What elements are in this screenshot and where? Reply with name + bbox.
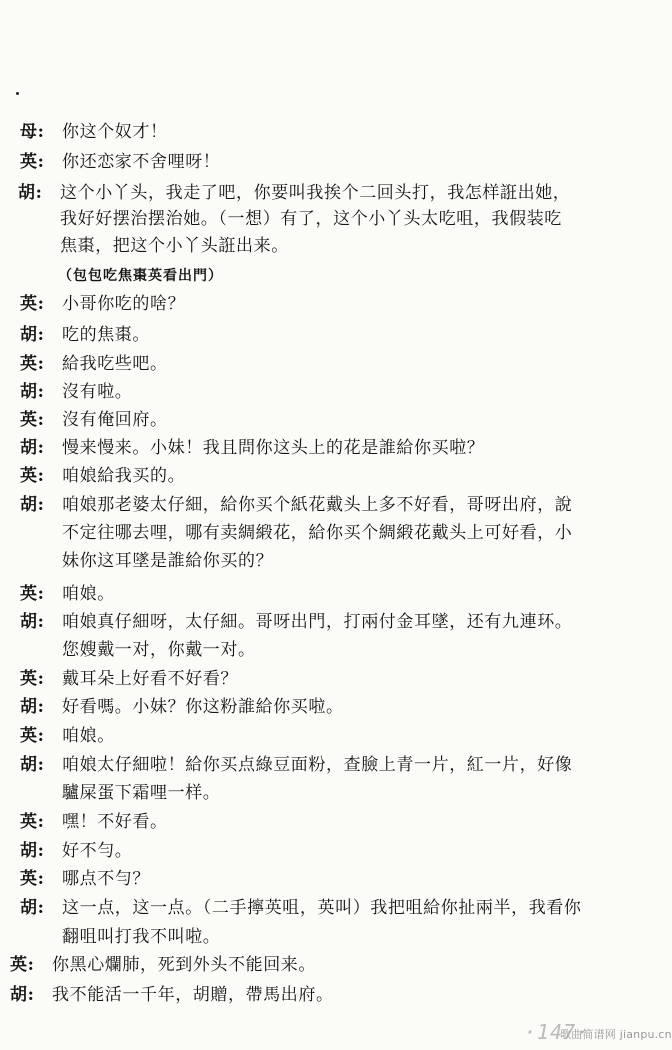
dialogue-continuation (62, 783, 220, 803)
speaker-label: 英: (20, 354, 45, 374)
line-text: 你还恋家不舍哩呀！ (62, 152, 221, 172)
speaker-label: 英: (10, 955, 35, 975)
dialogue-line (20, 410, 168, 430)
line-text: 这一点，这一点。（二手擰英咀，英叫）我把咀給你扯兩半，我看你 (62, 898, 582, 918)
dialogue-line (20, 294, 185, 314)
speaker-label: 英: (20, 466, 45, 486)
speaker-label: 胡: (20, 495, 45, 515)
dialogue-line (20, 584, 115, 604)
line-text: 咱娘真仔細呀，太仔細。哥呀出門，打兩付金耳墜，还有九連环。 (62, 612, 573, 632)
line-text: 焦棗，把这个小丫头誑出来。 (60, 236, 289, 256)
line-text: 嘿！不好看。 (62, 812, 168, 832)
dialogue-line (20, 152, 220, 172)
dialogue-line (18, 183, 570, 203)
speaker-label: 胡: (20, 898, 45, 918)
speaker-label: 英: (20, 152, 45, 172)
line-text: 你这个奴才！ (62, 122, 168, 142)
dialogue-line (20, 382, 132, 402)
line-text: 好看嗎。小妹？你这粉誰給你买啦。 (62, 697, 344, 717)
line-text: 哪点不勻？ (62, 869, 150, 889)
speaker-label: 胡: (20, 841, 45, 861)
dialogue-line (20, 495, 572, 515)
speaker-label: 英: (20, 294, 45, 314)
dialogue-line (20, 325, 150, 345)
line-text: 妹你这耳墜是誰給你买的？ (62, 551, 274, 571)
line-text: 我不能活一千年，胡贈，帶馬出府。 (52, 985, 334, 1005)
line-text: 沒有俺回府。 (62, 410, 168, 430)
speaker-label: 英: (20, 669, 45, 689)
dialogue-line (20, 122, 168, 142)
dialogue-line (20, 354, 168, 374)
dialogue-continuation (60, 236, 289, 256)
dialogue-continuation (62, 551, 273, 571)
line-text: 戴耳朵上好看不好看？ (62, 669, 238, 689)
speaker-label: 胡: (20, 755, 45, 775)
line-text: 好不勻。 (62, 841, 133, 861)
line-text: 我好好摆治摆治她。（一想）有了，这个小丫头太吃咀，我假装吃 (60, 209, 562, 229)
dialogue-line (20, 898, 582, 918)
line-text: 咱娘。 (62, 584, 115, 604)
dialogue-continuation (62, 927, 220, 947)
speaker-label: 胡: (20, 325, 45, 345)
line-text: 不定往哪去哩，哪有卖綢緞花，給你买个綢緞花戴头上可好看，小 (62, 523, 573, 543)
dialogue-line (20, 669, 238, 689)
dialogue-line (20, 438, 484, 458)
line-text: 咱娘。 (62, 726, 115, 746)
line-text: 咱娘那老婆太仔細，給你买个紙花戴头上多不好看，哥呀出府，說 (62, 495, 573, 515)
dialogue-continuation (62, 640, 256, 660)
dialogue-line (20, 466, 185, 486)
stage-direction (58, 266, 223, 286)
line-text: 吃的焦棗。 (62, 325, 150, 345)
line-text: 咱娘給我买的。 (62, 466, 186, 486)
page-number: ·147· (524, 1020, 590, 1044)
dialogue-continuation (62, 523, 572, 543)
speaker-label: 胡: (18, 183, 43, 203)
line-text: 你黑心爛肺，死到外头不能回来。 (52, 955, 316, 975)
speaker-label: 胡: (20, 438, 45, 458)
dialogue-line (20, 726, 115, 746)
speaker-label: 母: (20, 122, 45, 142)
line-text: 咱娘太仔細啦！給你买点綠豆面粉，查臉上青一片，紅一片，好像 (62, 755, 573, 775)
speaker-label: 胡: (20, 612, 45, 632)
speaker-label: 英: (20, 726, 45, 746)
line-text: 慢来慢来。小妹！我且問你这头上的花是誰給你买啦？ (62, 438, 485, 458)
line-text: 翻咀叫打我不叫啦。 (62, 927, 221, 947)
dialogue-line (20, 755, 572, 775)
ink-mark (16, 92, 19, 95)
dialogue-line (20, 697, 344, 717)
speaker-label: 英: (20, 869, 45, 889)
speaker-label: 英: (20, 584, 45, 604)
line-text: 小哥你吃的啥？ (62, 294, 186, 314)
line-text: 这个小丫头，我走了吧，你要叫我挨个二回头打，我怎样誑出她， (60, 183, 571, 203)
speaker-label: 胡: (10, 985, 35, 1005)
dialogue-line (10, 985, 334, 1005)
dialogue-continuation (60, 209, 562, 229)
dialogue-line (10, 955, 316, 975)
line-text: 沒有啦。 (62, 382, 133, 402)
dialogue-line (20, 841, 132, 861)
speaker-label: 胡: (20, 382, 45, 402)
line-text: 您嫂戴一对，你戴一对。 (62, 640, 256, 660)
stage-direction-text: （包包吃焦棗英看出門） (58, 268, 223, 284)
speaker-label: 英: (20, 410, 45, 430)
speaker-label: 英: (20, 812, 45, 832)
dialogue-line (20, 869, 150, 889)
dialogue-line (20, 612, 572, 632)
line-text: 驢屎蛋下霜哩一样。 (62, 783, 221, 803)
dialogue-line (20, 812, 168, 832)
watermark-text: 歌曲简谱网 jianpu.cn (560, 1028, 672, 1041)
line-text: 給我吃些吧。 (62, 354, 168, 374)
speaker-label: 胡: (20, 697, 45, 717)
